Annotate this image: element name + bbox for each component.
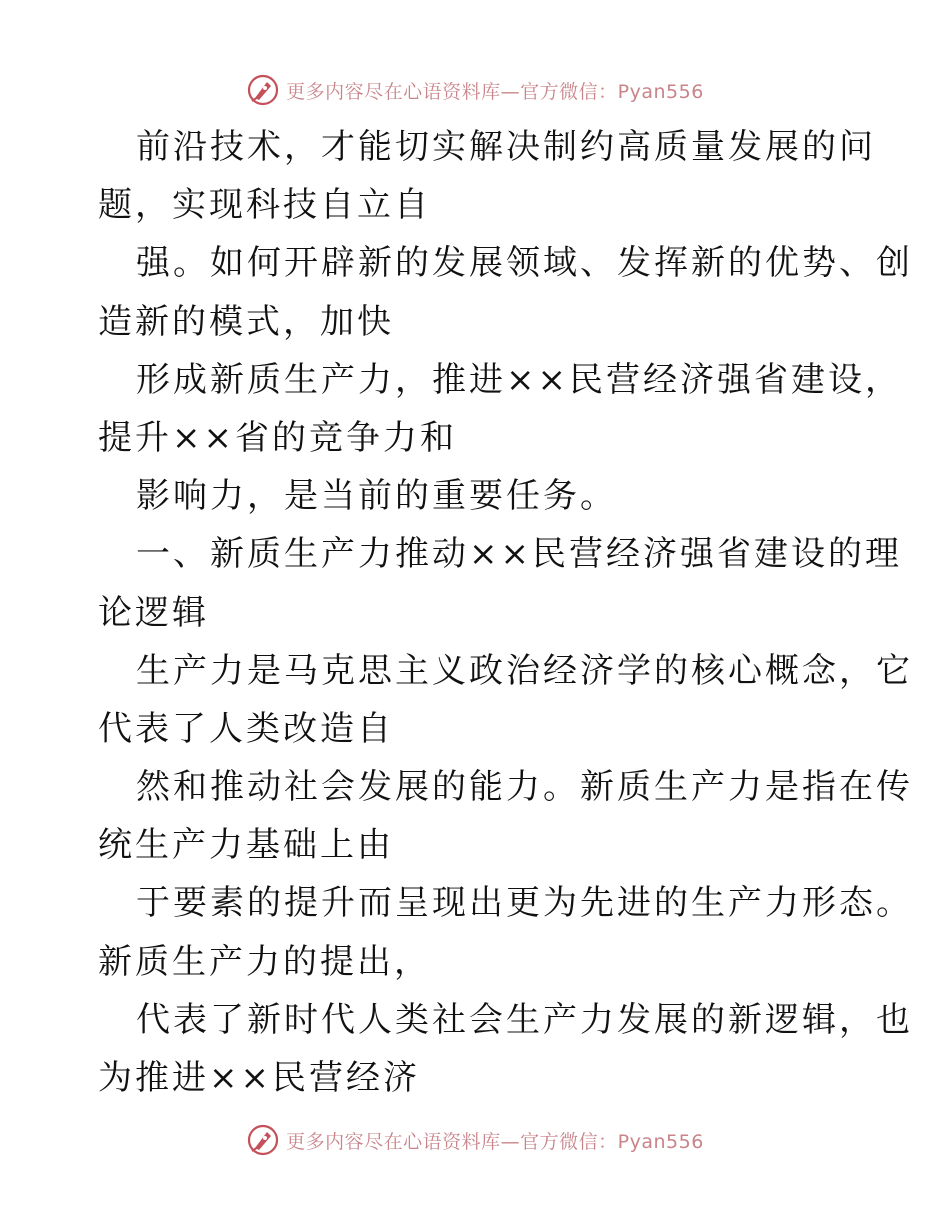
text-line: 新质生产力的提出， — [98, 941, 431, 982]
watermark-text: 更多内容尽在心语资料库—官方微信：Pyan556 — [286, 80, 704, 103]
text-line: 前沿技术，才能切实解决制约高质量发展的问 — [136, 127, 876, 167]
document-body — [98, 118, 913, 1107]
text-line: 提升××省的竞争力和 — [98, 417, 457, 458]
text-line: 生产力是马克思主义政治经济学的核心概念，它 — [136, 650, 913, 691]
text-line: 为推进××民营经济 — [98, 1058, 420, 1098]
text-line: 于要素的提升而呈现出更为先进的生产力形态。 — [136, 883, 913, 924]
text-line: 形成新质生产力，推进××民营经济强省建设， — [136, 359, 902, 400]
footer-watermark — [0, 1120, 950, 1160]
text-line: 题，实现科技自立自 — [98, 185, 431, 226]
text-line: 强。如何开辟新的发展领域、发挥新的优势、创 — [136, 243, 913, 284]
text-line: 代表了人类改造自 — [98, 708, 394, 749]
watermark-text: 更多内容尽在心语资料库—官方微信：Pyan556 — [286, 1130, 704, 1153]
pen-nib-logo-icon — [246, 1123, 280, 1157]
pen-nib-logo-icon — [246, 73, 280, 107]
text-line: 然和推动社会发展的能力。新质生产力是指在传 — [136, 767, 913, 808]
section-heading-line: 一、新质生产力推动××民营经济强省建设的理 — [136, 534, 902, 575]
header-watermark — [0, 70, 950, 110]
text-line: 代表了新时代人类社会生产力发展的新逻辑，也 — [136, 999, 913, 1040]
text-line: 统生产力基础上由 — [98, 825, 394, 866]
text-line: 影响力，是当前的重要任务。 — [136, 476, 617, 517]
text-line: 造新的模式，加快 — [98, 301, 394, 342]
section-heading-line: 论逻辑 — [98, 592, 209, 633]
